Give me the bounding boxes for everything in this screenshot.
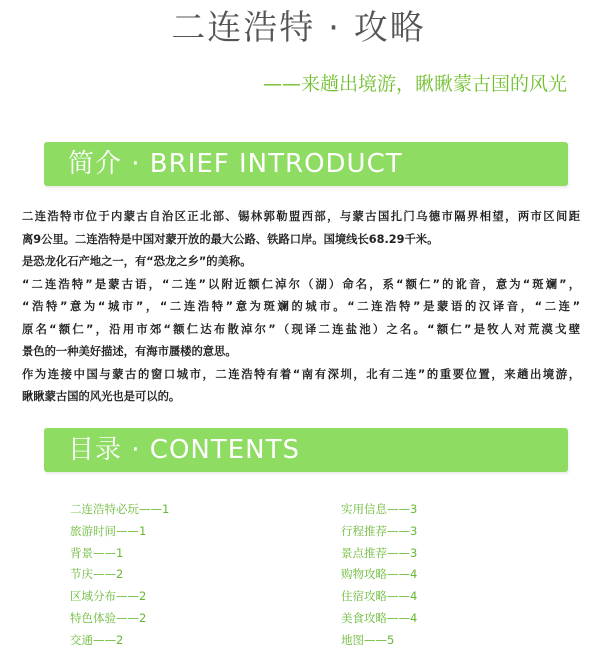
intro-line: 原名“额仁”，沿用市郊“额仁达布散淖尔”（现译二连盐池）之名。“额仁”是牧人对荒漠戈壁: [22, 322, 580, 336]
contents-section-heading: 目录 · CONTENTS: [68, 435, 301, 465]
page-subtitle: ——来趟出境游，瞅瞅蒙古国的风光: [262, 73, 567, 95]
intro-paragraph: [22, 251, 580, 274]
intro-text-block: [22, 206, 580, 409]
intro-line: 二连浩特市位于内蒙古自治区正北部、锡林郭勒盟西部，与蒙古国扎门乌德市隔界相望，两市区间距: [22, 210, 580, 223]
intro-line: 是恐龙化石产地之一，有“恐龙之乡”的美称。: [22, 255, 252, 268]
contents-item[interactable]: 旅游时间——1: [70, 523, 147, 538]
intro-line: 景色的一种美好描述，有海市蜃楼的意思。: [22, 345, 237, 358]
contents-item[interactable]: 住宿攻略——4: [341, 589, 418, 604]
contents-item[interactable]: 背景——1: [70, 545, 124, 560]
page-title: 二连浩特 · 攻略: [171, 8, 426, 48]
contents-item[interactable]: 行程推荐——3: [341, 523, 418, 538]
intro-paragraph: [22, 364, 580, 409]
contents-item[interactable]: 区域分布——2: [70, 589, 147, 604]
contents-item[interactable]: 二连浩特必玩——1: [70, 502, 170, 516]
contents-list-right: [341, 499, 417, 652]
intro-line: 瞅瞅蒙古国的风光也是可以的。: [22, 390, 181, 403]
intro-line: “二连浩特”是蒙古语，“二连”以附近额仁淖尔（湖）命名，系“额仁”的讹音，意为“斑斓”，: [22, 277, 580, 291]
contents-item[interactable]: 交通——2: [70, 632, 124, 647]
contents-item[interactable]: 特色体验——2: [70, 610, 147, 625]
intro-paragraph: [22, 274, 580, 364]
contents-item[interactable]: 购物攻略——4: [341, 567, 418, 582]
contents-item[interactable]: 节庆——2: [70, 567, 124, 582]
contents-item[interactable]: 美食攻略——4: [341, 610, 418, 625]
contents-section-banner: [44, 428, 568, 472]
intro-line: “浩特”意为“城市”，“二连浩特”意为斑斓的城市。“二连浩特”是蒙语的汉译音，“二连”: [22, 300, 580, 313]
contents-item[interactable]: 实用信息——3: [341, 502, 418, 516]
intro-line: 作为连接中国与蒙古的窗口城市，二连浩特有着“南有深圳，北有二连”的重要位置，来趟出境游，: [22, 367, 580, 381]
intro-line: 离9公里。二连浩特是中国对蒙开放的最大公路、铁路口岸。国境线长68.29千米。: [22, 232, 439, 246]
contents-item[interactable]: 地图——5: [341, 632, 395, 647]
intro-section-heading: 简介 · BRIEF INTRODUCT: [68, 149, 403, 179]
contents-list-left: [70, 499, 169, 652]
intro-paragraph: [22, 206, 580, 251]
contents-item[interactable]: 景点推荐——3: [341, 545, 418, 560]
intro-section-banner: [44, 142, 568, 186]
